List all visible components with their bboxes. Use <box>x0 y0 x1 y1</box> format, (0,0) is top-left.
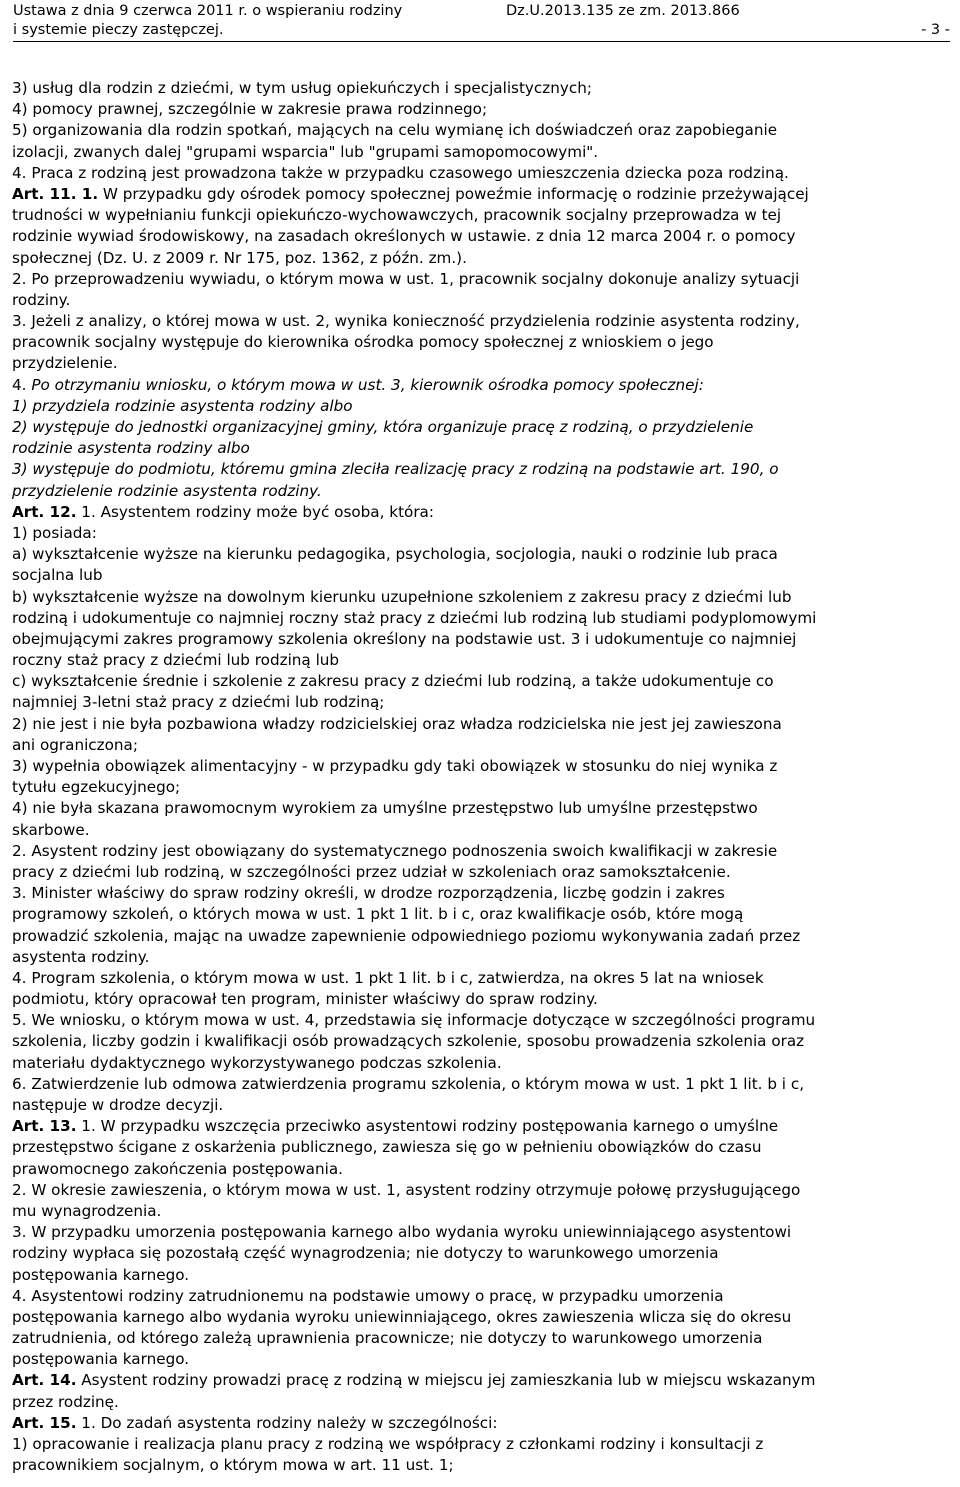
line-text: rodziny. <box>12 290 71 309</box>
text-line <box>12 1392 952 1413</box>
line-text: obejmującymi zakres programowy szkolenia określony na podstawie ust. 3 i udokumentuje co najmniej <box>12 629 797 648</box>
line-text: postępowania karnego. <box>12 1265 190 1284</box>
line-text: pracownikiem socjalnym, o którym mowa w art. 11 ust. 1; <box>12 1456 454 1475</box>
text-line <box>12 735 952 756</box>
text-line <box>12 862 952 883</box>
line-text: tytułu egzekucyjnego; <box>12 778 181 797</box>
line-text: trudności w wypełnianiu funkcji opiekuńczo-wychowawczych, pracownik socjalny przeprowadza w tej <box>12 206 782 225</box>
text-line <box>12 332 952 353</box>
line-text: przydzielenie. <box>12 354 118 373</box>
text-line <box>12 798 952 819</box>
line-text: mu wynagrodzenia. <box>12 1201 162 1220</box>
line-text: 1. Do zadań asystenta rodziny należy w szczególności: <box>76 1413 498 1432</box>
line-text: rodziną i udokumentuje co najmniej roczny staż pracy z dziećmi lub rodziną lub studiami podyplomowymi <box>12 608 817 627</box>
line-text: 3, kierownik ośrodka pomocy społecznej: <box>386 375 704 394</box>
header-rule <box>13 41 950 42</box>
line-text: prowadzić szkolenia, mając na uwadze zapewnienie odpowiedniego poziomu wykonywania zadań przez <box>12 926 801 945</box>
line-text: ani ograniczona; <box>12 735 138 754</box>
line-text: 2. Po przeprowadzeniu wywiadu, o którym mowa w ust. 1, pracownik socjalny dokonuje analizy sytuacji <box>12 269 800 288</box>
page-header <box>13 0 950 40</box>
line-text: 1) opracowanie i realizacja planu pracy z rodziną we współpracy z członkami rodziny i konsultacji z <box>12 1435 764 1453</box>
text-line <box>12 417 952 438</box>
text-line <box>12 1137 952 1158</box>
line-text: izolacji, zwanych dalej "grupami wsparcia" lub "grupami samopomocowymi". <box>12 142 599 161</box>
line-text: przydzielenie rodzinie asystenta rodziny. <box>12 481 322 500</box>
line-text: 5. We wniosku, o którym mowa w ust. 4, przedstawia się informacje dotyczące w szczególności programu <box>12 1011 816 1030</box>
text-line <box>12 99 952 120</box>
line-text: 2) występuje do jednostki organizacyjnej gminy, która organizuje pracę z rodziną, o przydzielenie <box>12 418 754 436</box>
line-text: socjalna lub <box>12 566 103 585</box>
text-line <box>12 353 952 374</box>
line-text: a) wykształcenie wyższe na kierunku pedagogika, psychologia, socjologia, nauki o rodzinie lub praca <box>12 545 778 564</box>
text-line <box>12 1243 952 1264</box>
text-line <box>12 375 952 396</box>
text-line <box>12 1031 952 1052</box>
article-heading: Art. 12. <box>12 502 77 521</box>
line-text: 3. W przypadku umorzenia postępowania karnego albo wydania wyroku uniewinniającego asystentowi <box>12 1223 792 1242</box>
line-text: najmniej 3-letni staż pracy z dziećmi lub rodziną; <box>12 693 385 712</box>
line-text: 2) nie jest i nie była pozbawiona władzy rodzicielskiej oraz władza rodzicielska nie jest jej zawieszona <box>12 714 782 733</box>
text-line <box>12 1413 952 1434</box>
text-line <box>12 1074 952 1095</box>
line-text: rodziny wypłaca się pozostałą część wynagrodzenia; nie dotyczy to warunkowego umorzenia <box>12 1244 719 1263</box>
line-text: skarbowe. <box>12 820 90 839</box>
article-heading: Art. 13. <box>12 1117 77 1136</box>
text-line <box>12 671 952 692</box>
text-line <box>12 248 952 269</box>
line-text: 3) wypełnia obowiązek alimentacyjny - w przypadku gdy taki obowiązek w stosunku do niej wynika z <box>12 757 778 775</box>
line-text: Asystent rodziny prowadzi pracę z rodziną w miejscu jej zamieszkania lub w miejscu wskazanym <box>76 1371 816 1390</box>
article-heading: Art. 14. <box>12 1371 77 1390</box>
line-text: 1. Asystentem rodziny może być osoba, która: <box>76 502 434 521</box>
text-line <box>12 756 952 777</box>
line-text: 5) organizowania dla rodzin spotkań, mających na celu wymianę ich doświadczeń oraz zapobieganie <box>12 121 778 140</box>
text-line <box>12 120 952 141</box>
line-text: 4. <box>12 375 32 394</box>
line-text: 3) usług dla rodzin z dziećmi, w tym usług opiekuńczych i specjalistycznych; <box>12 79 592 97</box>
text-line <box>12 650 952 671</box>
text-line <box>12 841 952 862</box>
text-line <box>12 78 952 99</box>
line-text: 3. Jeżeli z analizy, o której mowa w ust. 2, wynika konieczność przydzielenia rodzinie asystenta rodziny, <box>12 312 800 331</box>
text-line <box>12 142 952 163</box>
text-line <box>12 947 952 968</box>
line-text: roczny staż pracy z dziećmi lub rodziną lub <box>12 651 340 670</box>
text-line <box>12 290 952 311</box>
line-text: zatrudnienia, od którego zależą uprawnienia pracownicze; nie dotyczy to warunkowego umorzenia <box>12 1329 763 1348</box>
text-line <box>12 1286 952 1307</box>
line-text: 4) pomocy prawnej, szczególnie w zakresie prawa rodzinnego; <box>12 100 488 119</box>
line-text: podmiotu, który opracował ten program, minister właściwy do spraw rodziny. <box>12 990 598 1009</box>
text-line <box>12 1116 952 1137</box>
act-title-line-1: Ustawa z dnia 9 czerwca 2011 r. o wspieraniu rodziny <box>13 3 403 19</box>
line-text: postępowania karnego. <box>12 1350 190 1369</box>
line-text: rodzinie asystenta rodziny albo <box>12 439 250 458</box>
line-text: 4. Asystentowi rodziny zatrudnionemu na podstawie umowy o pracę, w przypadku umorzenia <box>12 1286 724 1305</box>
line-text: pracy z dziećmi lub rodziną, w szczególności przez udział w szkoleniach oraz samokształcenie. <box>12 862 731 881</box>
document-body <box>12 78 952 1476</box>
text-line <box>12 883 952 904</box>
text-line <box>12 629 952 650</box>
line-text: prawomocnego zakończenia postępowania. <box>12 1159 343 1178</box>
text-line <box>12 163 952 184</box>
line-text: społecznej (Dz. U. z 2009 r. Nr 175, poz. 1362, z późn. zm.). <box>12 248 467 267</box>
line-text: 3. Minister właściwy do spraw rodziny określi, w drodze rozporządzenia, liczbę godzin i zakres <box>12 884 725 903</box>
text-line <box>12 692 952 713</box>
journal-reference: Dz.U.2013.135 ze zm. 2013.866 <box>506 3 740 19</box>
line-text: pracownik socjalny występuje do kierownika ośrodka pomocy społecznej z wnioskiem o jego <box>12 333 714 352</box>
line-text: przez rodzinę. <box>12 1392 119 1411</box>
text-line <box>12 459 952 480</box>
text-line <box>12 1370 952 1391</box>
text-line <box>12 438 952 459</box>
text-line <box>12 544 952 565</box>
text-line <box>12 269 952 290</box>
line-text: 6. Zatwierdzenie lub odmowa zatwierdzenia programu szkolenia, o którym mowa w ust. 1 pkt 1 lit. b i c, <box>12 1074 805 1093</box>
line-text: 1) posiada: <box>12 523 97 542</box>
line-text: c) wykształcenie średnie i szkolenie z zakresu pracy z dziećmi lub rodziną, a także udokumentuje co <box>12 672 774 691</box>
text-line <box>12 1307 952 1328</box>
line-text: materiału dydaktycznego wykorzystywanego podczas szkolenia. <box>12 1053 502 1072</box>
line-text: postępowania karnego albo wydania wyroku uniewinniającego, okres zawieszenia wlicza się do okresu <box>12 1307 792 1326</box>
text-line <box>12 1180 952 1201</box>
text-line <box>12 311 952 332</box>
article-heading: Art. 15. <box>12 1413 77 1432</box>
text-line <box>12 1010 952 1031</box>
line-text: b) wykształcenie wyższe na dowolnym kierunku uzupełnione szkoleniem z zakresu pracy z dziećmi lub <box>12 587 792 606</box>
line-text: Po otrzymaniu wniosku, o którym mowa w ust. <box>31 375 387 394</box>
text-line <box>12 565 952 586</box>
text-line <box>12 1349 952 1370</box>
text-line <box>12 1201 952 1222</box>
text-line <box>12 1328 952 1349</box>
text-line <box>12 523 952 544</box>
line-text: W przypadku gdy ośrodek pomocy społecznej poweźmie informację o rodzinie przeżywającej <box>98 184 809 203</box>
line-text: przestępstwo ścigane z oskarżenia publicznego, zawiesza się go w pełnieniu obowiązków do czasu <box>12 1138 762 1157</box>
line-text: rodzinie wywiad środowiskowy, na zasadach określonych w ustawie. z dnia 12 marca 2004 r. o pomocy <box>12 227 796 246</box>
text-line <box>12 1265 952 1286</box>
text-line <box>12 989 952 1010</box>
text-line <box>12 820 952 841</box>
text-line <box>12 926 952 947</box>
text-line <box>12 1159 952 1180</box>
text-line <box>12 205 952 226</box>
text-line <box>12 904 952 925</box>
text-line <box>12 968 952 989</box>
text-line <box>12 481 952 502</box>
text-line <box>12 1222 952 1243</box>
text-line <box>12 184 952 205</box>
text-line <box>12 1053 952 1074</box>
line-text: asystenta rodziny. <box>12 947 150 966</box>
text-line <box>12 502 952 523</box>
text-line <box>12 226 952 247</box>
page-number: - 3 - <box>921 22 950 38</box>
line-text: 1) przydziela rodzinie asystenta rodziny albo <box>12 396 353 415</box>
line-text: programowy szkoleń, o których mowa w ust. 1 pkt 1 lit. b i c, oraz kwalifikacje osób, które mogą <box>12 905 744 924</box>
article-heading: Art. 11. 1. <box>12 184 99 203</box>
text-line <box>12 396 952 417</box>
text-line <box>12 714 952 735</box>
line-text: 4) nie była skazana prawomocnym wyrokiem za umyślne przestępstwo lub umyślne przestępstwo <box>12 799 758 818</box>
line-text: 2. Asystent rodziny jest obowiązany do systematycznego podnoszenia swoich kwalifikacji w zakresie <box>12 841 778 860</box>
act-title-line-2: i systemie pieczy zastępczej. <box>13 22 224 38</box>
text-line <box>12 1434 952 1455</box>
line-text: 3) występuje do podmiotu, któremu gmina zleciła realizację pracy z rodziną na podstawie art. 190, o <box>12 460 779 479</box>
text-line <box>12 1095 952 1116</box>
line-text: 4. Praca z rodziną jest prowadzona także w przypadku czasowego umieszczenia dziecka poza rodziną. <box>12 163 789 182</box>
line-text: następuje w drodze decyzji. <box>12 1096 224 1114</box>
line-text: 2. W okresie zawieszenia, o którym mowa w ust. 1, asystent rodziny otrzymuje połowę przysługującego <box>12 1180 801 1199</box>
text-line <box>12 777 952 798</box>
line-text: 1. W przypadku wszczęcia przeciwko asystentowi rodziny postępowania karnego o umyślne <box>76 1117 779 1136</box>
line-text: 4. Program szkolenia, o którym mowa w ust. 1 pkt 1 lit. b i c, zatwierdza, na okres 5 lat na wniosek <box>12 968 764 987</box>
text-line <box>12 587 952 608</box>
line-text: szkolenia, liczby godzin i kwalifikacji osób prowadzących szkolenie, sposobu prowadzenia szkolenia oraz <box>12 1032 805 1051</box>
text-line <box>12 608 952 629</box>
text-line <box>12 1455 952 1476</box>
